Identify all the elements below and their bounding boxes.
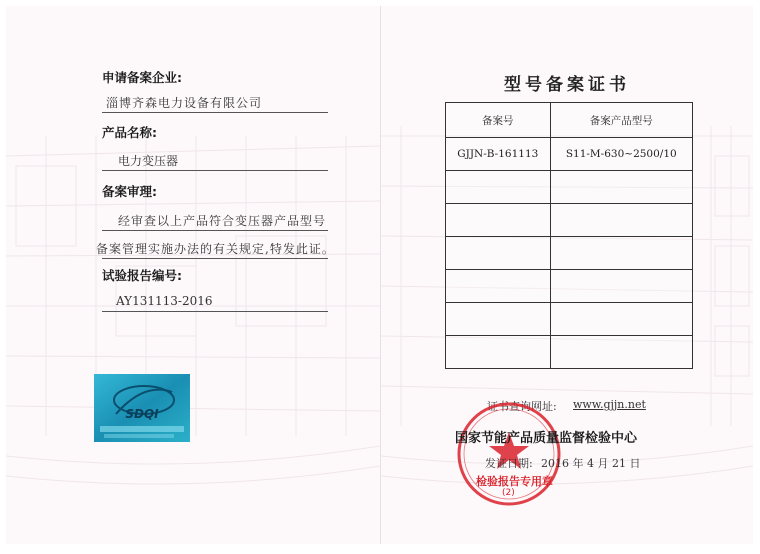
issuer-name: 国家节能产品质量监督检验中心 [455,431,638,446]
table-row [446,336,693,369]
background-watermark [6,6,380,544]
record-no-cell [446,237,551,270]
underline [102,170,328,171]
header-product-model: 备案产品型号 [550,103,692,138]
underline [102,230,328,231]
report-label: 试验报告编号: [102,268,182,283]
applicant-label: 申请备案企业: [102,70,182,85]
underline [102,311,328,312]
review-label: 备案审理: [102,184,157,199]
review-line-1: 经审查以上产品符合变压器产品型号 [118,214,327,228]
hologram-sticker [94,374,190,442]
query-label: 证书查询网址: [487,400,557,413]
table-row [446,171,693,204]
table-row [446,204,693,237]
product-model-cell [550,303,692,336]
record-no-cell [446,204,551,237]
query-url[interactable]: www.gjjn.net [573,398,646,411]
svg-text:SDQI: SDQI [125,407,159,421]
table-row [446,270,693,303]
seal-bottom-text: 检验报告专用章 [476,475,553,488]
seal-code: (2) [502,488,515,498]
right-page [381,6,753,544]
product-model-cell [550,270,692,303]
underline [102,112,328,113]
left-page [6,6,381,544]
header-record-no: 备案号 [446,103,551,138]
certificate-title: 型号备案证书 [504,75,630,95]
registration-table [445,102,693,369]
record-no-cell [446,303,551,336]
table-row [446,138,693,171]
applicant-value: 淄博齐森电力设备有限公司 [106,96,263,110]
product-label: 产品名称: [102,125,157,140]
review-line-2: 备案管理实施办法的有关规定,特发此证。 [96,242,335,256]
record-no-cell [446,336,551,369]
record-no-cell: GJJN-B-161113 [446,138,551,171]
record-no-cell [446,270,551,303]
table-row [446,237,693,270]
product-value: 电力变压器 [118,154,179,168]
underline [102,258,328,259]
issue-date-value: 2016 年 4 月 21 日 [541,457,641,470]
record-no-cell [446,171,551,204]
product-model-cell [550,204,692,237]
issue-date-label: 发证日期: [485,457,533,470]
product-model-cell [550,171,692,204]
table-row [446,303,693,336]
product-model-cell [550,237,692,270]
product-model-cell [550,336,692,369]
report-value: AY131113-2016 [116,294,213,308]
product-model-cell: S11-M-630~2500/10 [550,138,692,171]
